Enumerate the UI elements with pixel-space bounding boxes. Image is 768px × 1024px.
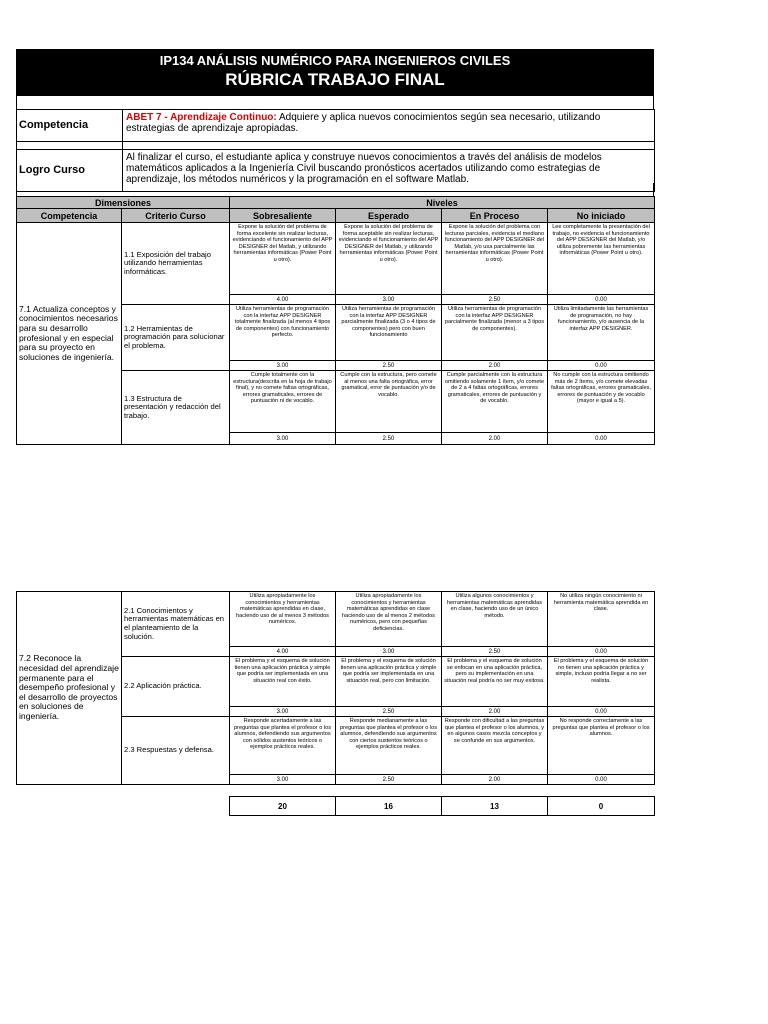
level-description: No cumple con la estructura omitiendo más de 2 ítems, y/o comete elevadas faltas ortográficas, errores gramaticales, errores de puntuación y de vocablo (mayor e igual a 5). [548, 371, 655, 433]
level-description: No utiliza ningún conocimiento ni herramienta matemática aprendida en clase. [548, 592, 655, 647]
level-description: Expone la solución del problema con lecturas parciales, evidencia el mediano funcionamiento del APP DESIGNER del Matlab, y/o usa parcialmente las herramientas informáticas (Power Point u otro). [442, 223, 548, 295]
dimensiones-header: Dimensiones [17, 197, 230, 209]
course-title: IP134 ANÁLISIS NUMÉRICO PARA INGENIEROS CIVILES [159, 53, 511, 68]
score-cell: 0.00 [548, 775, 655, 785]
level-description: Cumple con la estructura, pero comete al menos una falta ortográfica, error gramatical, error de puntuación y/o de vocablo. [336, 371, 442, 433]
totals-row [229, 796, 655, 816]
total-cell: 16 [336, 797, 442, 816]
level-description: El problema y el esquema de solución se enfocan en una aplicación práctica, pero su implementación en una situación real podría no ser muy exitosa. [442, 657, 548, 707]
score-cell: 3.00 [230, 433, 336, 445]
score-cell: 4.00 [230, 295, 336, 305]
level-description: Utiliza apropiadamente los conocimientos y herramientas matemáticas aprendidas en clase, haciendo uso de al menos 3 métodos numéricos. [230, 592, 336, 647]
level-description: Utiliza herramientas de programación con la interfaz APP DESIGNER parcialmente finalizada (menor a 3 tipos de componentes). [442, 305, 548, 361]
level-description: Responde medianamente a las preguntas que plantea el profesor o los alumnos, defendiendo sus argumentos con ciertos sustentos teóricos o ejemplos prácticos reales. [336, 717, 442, 775]
rubric-title: RÚBRICA TRABAJO FINAL [225, 70, 445, 89]
total-cell: 20 [230, 797, 336, 816]
score-cell: 0.00 [548, 295, 655, 305]
score-cell: 2.00 [442, 433, 548, 445]
rubric-grid-2 [16, 591, 655, 785]
score-cell: 3.00 [230, 775, 336, 785]
score-cell: 2.50 [336, 707, 442, 717]
score-cell: 3.00 [336, 647, 442, 657]
score-cell: 2.50 [442, 647, 548, 657]
level-description: Cumple parcialmente con la estructura omitiendo solamente 1 ítem, y/o comete de 2 a 4 faltas ortográficas, errores gramaticales, errores de puntuación y de vocablo. [442, 371, 548, 433]
score-cell: 3.00 [230, 361, 336, 371]
criterio-cell: 1.1 Exposición del trabajo utilizando herramientas informáticas. [122, 223, 230, 305]
score-cell: 2.00 [442, 775, 548, 785]
level-header: Sobresaliente [230, 209, 336, 223]
level-description: No responde correctamente a las preguntas que plantea el profesor o los alumnos. [548, 717, 655, 775]
criterio-cell: 2.1 Conocimientos y herramientas matemáticas en el planteamiento de la solución. [122, 592, 230, 657]
criterio-cell: 2.2 Aplicación práctica. [122, 657, 230, 717]
criterio-col-header: Criterio Curso [122, 209, 230, 223]
level-description: Utiliza herramientas de programación con la interfaz APP DESIGNER parcialmente finalizada (3 o 4 tipos de componentes) pero con buen funcionamiento [336, 305, 442, 361]
level-description: El problema y el esquema de solución no tienen una aplicación práctica y simple, incluso podría llegar a no ser realista. [548, 657, 655, 707]
score-cell: 0.00 [548, 707, 655, 717]
level-description: Utiliza apropiadamente los conocimientos y herramientas matemáticas aprendidas en clase haciendo uso de al menos 2 métodos numéricos, pero con pequeñas deficiencias. [336, 592, 442, 647]
score-cell: 2.50 [336, 433, 442, 445]
level-description: Utiliza herramientas de programación con la interfaz APP DESIGNER totalmente finalizada (al menos 4 tipos de componentes) con funcionamiento perfecto. [230, 305, 336, 361]
level-header: No iniciado [548, 209, 655, 223]
criterio-cell: 1.3 Estructura de presentación y redacción del trabajo. [122, 371, 230, 445]
level-description: Utiliza limitadamente las herramientas de programación, no hay funcionamiento, y/o ausencia de la interfaz APP DESIGNER. [548, 305, 655, 361]
total-cell: 0 [548, 797, 655, 816]
title-banner [16, 49, 654, 96]
competencia-label: Competencia [17, 110, 123, 142]
score-cell: 2.50 [336, 775, 442, 785]
abet-label: ABET 7 - Aprendizaje Continuo: [126, 112, 277, 123]
competencia-cell: 7.2 Reconoce la necesidad del aprendizaje permanente para el desempeño profesional y el desarrollo de proyectos en soluciones de ingeniería. [17, 592, 122, 785]
score-cell: 3.00 [336, 295, 442, 305]
rubric-grid-1 [16, 196, 655, 445]
score-cell: 2.50 [336, 361, 442, 371]
score-cell: 0.00 [548, 361, 655, 371]
level-header: En Proceso [442, 209, 548, 223]
competencia-cell: 7.1 Actualiza conceptos y conocimientos necesarios para su desarrollo profesional y en especial para su proyecto en soluciones de ingeniería. [17, 223, 122, 445]
score-cell: 2.50 [442, 295, 548, 305]
spacer [16, 96, 654, 109]
score-cell: 0.00 [548, 647, 655, 657]
logro-label: Logro Curso [17, 150, 123, 192]
competencia-text [123, 110, 655, 142]
score-cell: 2.00 [442, 707, 548, 717]
score-cell: 0.00 [548, 433, 655, 445]
level-description: Utiliza algunos conocimientos y herramientas matemáticas aprendidas en clase, haciendo uso de un único método. [442, 592, 548, 647]
level-description: Lee completamente la presentación del trabajo, no evidencia el funcionamiento del APP DESIGNER del Matlab, y/o utiliza pobremente las herramientas informáticas (Power Point u otro). [548, 223, 655, 295]
level-description: Responde acertadamente a las preguntas que plantea el profesor o los alumnos, defendiendo sus argumentos con sólidos sustentos teóricos o ejemplos prácticos reales. [230, 717, 336, 775]
criterio-cell: 2.3 Respuestas y defensa. [122, 717, 230, 785]
spacer [16, 183, 654, 196]
score-cell: 3.00 [230, 707, 336, 717]
logro-text: Al finalizar el curso, el estudiante aplica y construye nuevos conocimientos a través del análisis de modelos matemáticos aplicados a la Ingeniería Civil buscando pronósticos acertados utilizando como estrategias de aprendizaje, los métodos numéricos y la programación en el software Matlab. [123, 150, 655, 192]
level-description: Responde con dificultad a las preguntas que plantea el profesor o los alumnos, y en algunos casos mezcla conceptos y se confunde en sus argumentos. [442, 717, 548, 775]
niveles-header: Niveles [230, 197, 655, 209]
level-description: Expone la solución del problema de forma aceptable sin realizar lecturas, evidenciando el funcionamiento del APP DESIGNER del Matlab, y utilizando herramientas informáticas (Power Point u otro). [336, 223, 442, 295]
competencia-col-header: Competencia [17, 209, 122, 223]
level-description: El problema y el esquema de solución tienen una aplicación práctica y simple que podría ser implementada en una situación real, pero con limitación. [336, 657, 442, 707]
level-description: Cumple totalmente con la estructura(descrita en la hoja de trabajo final), y no comete faltas ortográficas, errores gramaticales, errores de puntuación ni de vocablo. [230, 371, 336, 433]
total-cell: 13 [442, 797, 548, 816]
score-cell: 2.00 [442, 361, 548, 371]
level-description: Expone la solución del problema de forma excelente sin realizar lecturas, evidenciando el funcionamiento del APP DESIGNER del Matlab, y utilizando herramientas informáticas (Power Point u otro). [230, 223, 336, 295]
score-cell: 4.00 [230, 647, 336, 657]
level-description: El problema y el esquema de solución tienen una aplicación práctica y simple que podría ser implementada en una situación real con éxito. [230, 657, 336, 707]
level-header: Esperado [336, 209, 442, 223]
info-table [16, 109, 655, 192]
criterio-cell: 1.2 Herramientas de programación para solucionar el problema. [122, 305, 230, 371]
competencia-description: Adquiere y aplica nuevos conocimientos según sea necesario, utilizando estrategias de aprendizaje apropiadas. [126, 112, 601, 134]
